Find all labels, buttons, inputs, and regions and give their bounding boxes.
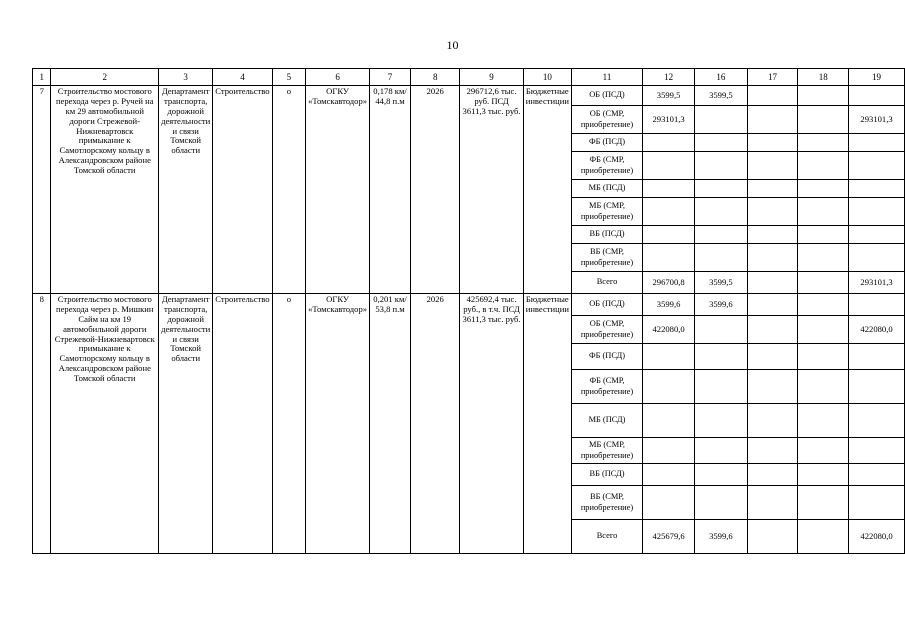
amount-19 [849,404,905,438]
amount-19 [849,464,905,486]
completion-year: 2026 [411,294,460,554]
amount-12 [643,152,695,180]
amount-18 [798,370,849,404]
amount-16 [695,370,748,404]
column-number: 5 [272,69,306,86]
amount-17 [747,294,798,316]
customer: ОГКУ «Томскавтодор» [306,86,370,294]
funding-source: ОБ (СМР, приобретение) [571,316,642,344]
amount-16 [695,438,748,464]
capacity: 0,178 км/ 44,8 п.м [370,86,411,294]
amount-19 [849,134,905,152]
funding-source: МБ (ПСД) [571,404,642,438]
amount-18 [798,134,849,152]
funding-source: Всего [571,272,642,294]
amount-12 [643,180,695,198]
amount-16 [695,226,748,244]
amount-18 [798,86,849,106]
amount-16 [695,152,748,180]
amount-18 [798,464,849,486]
funding-source: ОБ (ПСД) [571,294,642,316]
amount-18 [798,294,849,316]
amount-19 [849,86,905,106]
amount-16 [695,134,748,152]
amount-17 [747,486,798,520]
column-number: 8 [411,69,460,86]
amount-19 [849,370,905,404]
amount-17 [747,438,798,464]
amount-17 [747,272,798,294]
amount-12 [643,198,695,226]
amount-18 [798,486,849,520]
column-number: 6 [306,69,370,86]
amount-18 [798,316,849,344]
amount-18 [798,226,849,244]
column-5-value: о [272,294,306,554]
amount-16 [695,180,748,198]
table-row [33,86,905,106]
amount-12 [643,404,695,438]
investment-table [32,68,905,554]
funding-source: МБ (СМР, приобретение) [571,198,642,226]
amount-17 [747,152,798,180]
funding-source: ВБ (СМР, приобретение) [571,244,642,272]
funding-source: ФБ (СМР, приобретение) [571,370,642,404]
amount-16 [695,486,748,520]
investment-type: Бюджетные инвестиции [523,86,571,294]
amount-18 [798,272,849,294]
amount-18 [798,198,849,226]
column-number: 10 [523,69,571,86]
amount-17 [747,180,798,198]
amount-17 [747,244,798,272]
amount-12 [643,438,695,464]
funding-source: ОБ (ПСД) [571,86,642,106]
amount-12 [643,344,695,370]
column-number: 4 [213,69,272,86]
amount-17 [747,198,798,226]
amount-17 [747,226,798,244]
funding-source: ОБ (СМР, приобретение) [571,106,642,134]
amount-16 [695,344,748,370]
column-number-row [33,69,905,86]
construction-type: Строительство [213,86,272,294]
page-number: 10 [446,38,459,52]
amount-18 [798,438,849,464]
amount-19 [849,180,905,198]
amount-16 [695,106,748,134]
amount-12: 293101,3 [643,106,695,134]
table-row [33,294,905,316]
column-number: 18 [798,69,849,86]
amount-17 [747,370,798,404]
funding-source: МБ (ПСД) [571,180,642,198]
column-number: 16 [695,69,748,86]
amount-18 [798,344,849,370]
amount-19 [849,438,905,464]
amount-19 [849,226,905,244]
amount-19 [849,198,905,226]
object-name: Строительство мостового перехода через р. Мишкин Сайм на км 19 автомобильной дороги Стрежевой-Нижневартовск примыкание к Самотлорскому кольцу в Александровском районе Томской области [51,294,159,554]
column-number: 11 [571,69,642,86]
amount-19: 422080,0 [849,520,905,554]
capacity: 0,201 км/ 53,8 п.м [370,294,411,554]
amount-16: 3599,5 [695,86,748,106]
completion-year: 2026 [411,86,460,294]
amount-12 [643,226,695,244]
amount-19: 293101,3 [849,106,905,134]
amount-17 [747,316,798,344]
amount-12: 3599,5 [643,86,695,106]
amount-12: 422080,0 [643,316,695,344]
amount-16: 3599,6 [695,520,748,554]
amount-18 [798,152,849,180]
estimated-cost: 296712,6 тыс. руб. ПСД 3611,3 тыс. руб. [460,86,523,294]
amount-19 [849,486,905,520]
construction-type: Строительство [213,294,272,554]
amount-19: 422080,0 [849,316,905,344]
amount-17 [747,106,798,134]
amount-18 [798,180,849,198]
amount-12: 425679,6 [643,520,695,554]
amount-16 [695,316,748,344]
estimated-cost: 425692,4 тыс. руб., в т.ч. ПСД 3611,3 тыс. руб. [460,294,523,554]
funding-source: ВБ (ПСД) [571,464,642,486]
row-number: 8 [33,294,51,554]
amount-19 [849,294,905,316]
amount-12: 3599,6 [643,294,695,316]
amount-17 [747,134,798,152]
amount-18 [798,106,849,134]
funding-source: ВБ (ПСД) [571,226,642,244]
column-number: 19 [849,69,905,86]
object-name: Строительство мостового перехода через р. Ручей на км 29 автомобильной дороги Стрежевой-Нижневартовск примыкание к Самотлорскому кольцу в Александровском районе Томской области [51,86,159,294]
amount-17 [747,520,798,554]
investment-type: Бюджетные инвестиции [523,294,571,554]
funding-source: Всего [571,520,642,554]
amount-16 [695,404,748,438]
funding-source: ФБ (СМР, приобретение) [571,152,642,180]
funding-source: МБ (СМР, приобретение) [571,438,642,464]
amount-17 [747,464,798,486]
amount-19 [849,344,905,370]
amount-17 [747,86,798,106]
amount-12 [643,370,695,404]
amount-18 [798,244,849,272]
amount-12 [643,244,695,272]
funding-source: ФБ (ПСД) [571,344,642,370]
column-number: 2 [51,69,159,86]
amount-17 [747,344,798,370]
column-number: 9 [460,69,523,86]
row-number: 7 [33,86,51,294]
amount-18 [798,404,849,438]
amount-12: 296700,8 [643,272,695,294]
amount-12 [643,464,695,486]
column-number: 7 [370,69,411,86]
amount-17 [747,404,798,438]
amount-19 [849,152,905,180]
amount-19: 293101,3 [849,272,905,294]
amount-19 [849,244,905,272]
amount-16 [695,244,748,272]
column-number: 3 [159,69,213,86]
column-number: 12 [643,69,695,86]
amount-16: 3599,6 [695,294,748,316]
amount-12 [643,134,695,152]
funding-source: ФБ (ПСД) [571,134,642,152]
department: Департамент транспорта, дорожной деятельности и связи Томской области [159,86,213,294]
amount-12 [643,486,695,520]
amount-16: 3599,5 [695,272,748,294]
department: Департамент транспорта, дорожной деятельности и связи Томской области [159,294,213,554]
column-number: 1 [33,69,51,86]
amount-18 [798,520,849,554]
amount-16 [695,464,748,486]
funding-source: ВБ (СМР, приобретение) [571,486,642,520]
column-5-value: о [272,86,306,294]
amount-16 [695,198,748,226]
customer: ОГКУ «Томскавтодор» [306,294,370,554]
column-number: 17 [747,69,798,86]
